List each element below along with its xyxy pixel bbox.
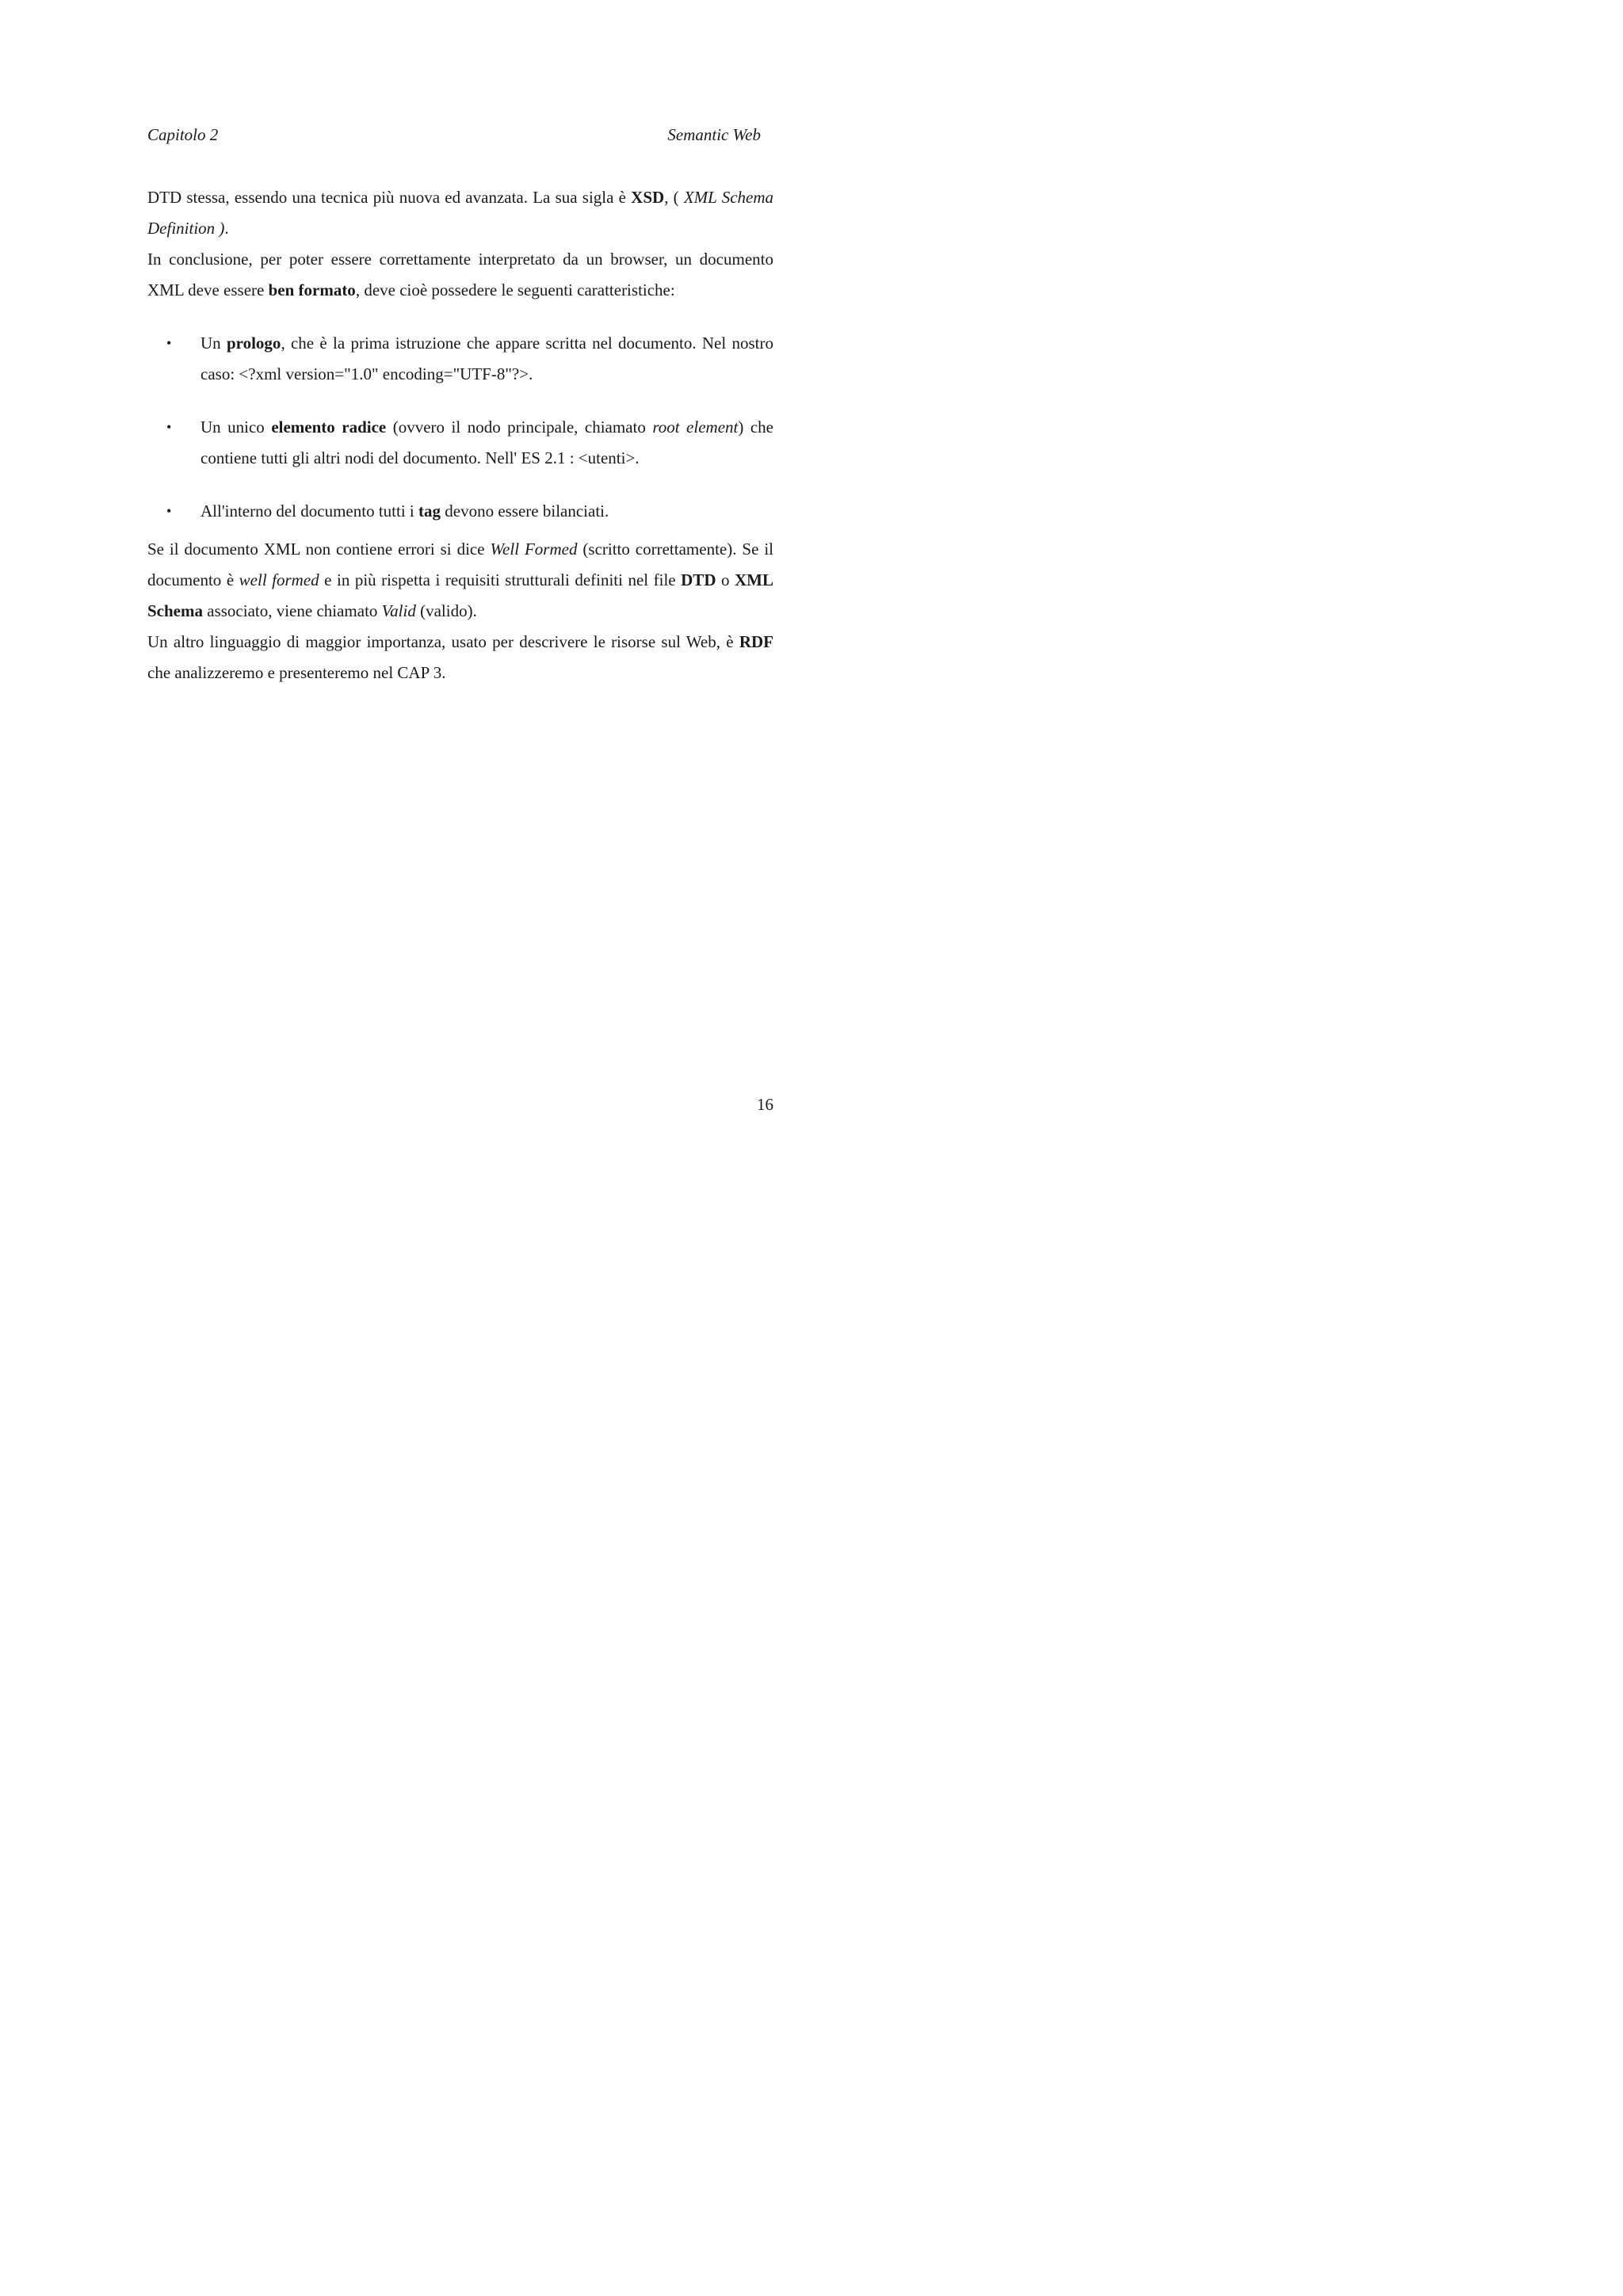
term-xsd: XSD <box>631 188 665 207</box>
text: (scritto correttamente). Se il documento è <box>147 540 774 589</box>
document-page <box>0 0 878 1241</box>
body-text <box>147 182 773 688</box>
text: . <box>224 219 229 238</box>
text: Un unico <box>200 418 272 437</box>
text: Un <box>200 334 227 353</box>
term-xml-schema-definition: XML Schema Definition ) <box>147 188 773 238</box>
term-prologo: prologo <box>226 334 281 353</box>
term-rdf: RDF <box>739 632 773 651</box>
term-xml-schema: XML Schema <box>147 570 773 620</box>
bullet-icon: • <box>166 419 172 435</box>
header-section: Semantic Web <box>667 125 761 144</box>
term-well-formed-lower: well formed <box>239 570 319 589</box>
requirements-list <box>147 328 773 527</box>
text: , che è la prima istruzione che appare scritta nel documento. Nel nostro caso: <?xml version="1.0" encoding="UTF-8"?>. <box>200 334 774 383</box>
text: , ( <box>664 188 684 207</box>
text: (ovvero il nodo principale, chiamato <box>386 418 653 437</box>
paragraph-xsd <box>147 182 773 244</box>
term-ben-formato: ben formato <box>268 280 356 299</box>
list-item-elemento-radice <box>147 412 773 474</box>
text: DTD stessa, essendo una tecnica più nuova ed avanzata. La sua sigla è <box>147 188 632 207</box>
text: che analizzeremo e presenteremo nel CAP 3. <box>147 663 446 682</box>
list-item-prologo <box>147 328 773 390</box>
text: e in più rispetta i requisiti strutturali definiti nel file <box>319 570 682 589</box>
text: (valido). <box>415 601 477 620</box>
text: , deve cioè possedere le seguenti caratteristiche: <box>355 280 675 299</box>
list-item-tag <box>147 496 773 527</box>
text: All'interno del documento tutti i <box>200 502 418 521</box>
text: In conclusione, per poter essere correttamente interpretato da un browser, un documento XML deve essere <box>147 250 773 299</box>
term-well-formed: Well Formed <box>490 540 578 559</box>
text: associato, viene chiamato <box>203 601 382 620</box>
term-root-element: root element <box>652 418 739 437</box>
text: o <box>716 570 735 589</box>
running-header <box>147 125 761 149</box>
bullet-icon: • <box>166 335 172 351</box>
bullet-icon: • <box>166 503 172 519</box>
term-dtd: DTD <box>681 570 716 589</box>
paragraph-well-formed <box>147 534 773 627</box>
text: Un altro linguaggio di maggior importanza, usato per descrivere le risorse sul Web, è <box>147 632 739 651</box>
page-number: 16 <box>757 1095 773 1114</box>
term-tag: tag <box>418 502 441 521</box>
paragraph-conclusion <box>147 244 773 306</box>
text: devono essere bilanciati. <box>441 502 609 521</box>
paragraph-rdf <box>147 627 773 688</box>
text: ) che contiene tutti gli altri nodi del documento. Nell' ES 2.1 : <utenti>. <box>200 418 773 467</box>
term-valid: Valid <box>381 601 416 620</box>
header-chapter: Capitolo 2 <box>147 125 219 144</box>
text: Se il documento XML non contiene errori si dice <box>147 540 491 559</box>
term-elemento-radice: elemento radice <box>271 418 387 437</box>
